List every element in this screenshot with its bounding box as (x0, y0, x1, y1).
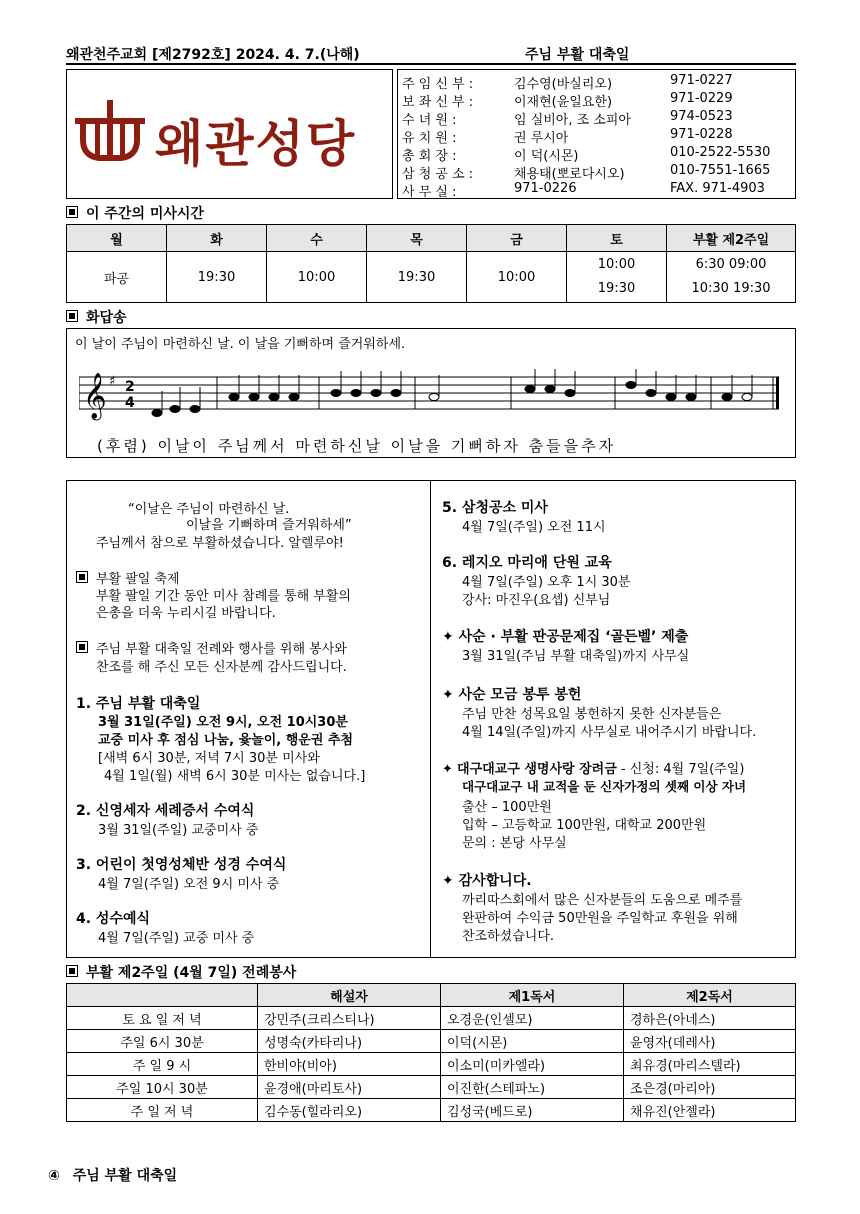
square-bullet-icon (66, 310, 78, 322)
mass-time: 19:30 (367, 252, 467, 303)
sharp-icon: ♯ (109, 374, 116, 389)
bulletin-feast: 주님 부활 대축일 (525, 47, 630, 63)
section-title: ✦ 대구대교구 생명사랑 장려금 - 신청: 4월 7일(주일) (442, 762, 745, 777)
square-bullet-icon (66, 206, 78, 218)
music-staff (79, 369, 785, 433)
notice-text: 입학 – 고등학교 100만원, 대학교 200만원 (462, 818, 707, 833)
mass-time-line: 10:00 (597, 257, 636, 272)
psalm-section-title: 화답송 (66, 307, 127, 327)
section-title: ✦ 사순 모금 봉투 봉헌 (442, 687, 582, 703)
table-row: 주일 6시 30분 성명숙(카타리나) 이덕(시몬) 윤영자(데레사) (67, 1030, 796, 1053)
psalm-lyrics: (후렴) 이날이 주님께서 마련하신날 이날을 기뻐하자 춤들을추자 (97, 437, 617, 455)
table-row: 주 일 9 시 한비야(비아) 이소미(미카엘라) 최유경(마리스텔라) (67, 1053, 796, 1076)
square-bullet-icon (66, 965, 78, 977)
notice-text: 완판하여 수익금 50만원을 주일학교 후원을 위해 (462, 911, 738, 926)
quote-line: 이날을 기뻐하며 즐거워하세” (186, 518, 352, 533)
notice-text: 찬조를 해 주신 모든 신자분께 감사드립니다. (96, 660, 347, 675)
mass-time (667, 252, 796, 303)
notice-text: 주님 부활 대축일 전례와 행사를 위해 봉사와 (76, 638, 347, 657)
notice-text: 까리따스회에서 많은 신자분들의 도움으로 메주를 (462, 893, 743, 908)
psalm-box (66, 328, 796, 458)
column-header: 해설자 (258, 984, 441, 1007)
bulletin-issue: 왜관천주교회 [제2792호] 2024. 4. 7.(나해) (66, 47, 360, 63)
notice-text: 4월 7일(주일) 오후 1시 30분 (462, 575, 631, 590)
liturgy-section-title: 부활 제2주일 (4월 7일) 전례봉사 (66, 962, 296, 982)
staff-row: 보 좌 신 부 : 이재현(윤일요한) 971-0229 (402, 91, 733, 110)
notice-text: [새벽 6시 30분, 저녁 7시 30분 미사와 (98, 751, 320, 766)
notice-text: 4월 1일(월) 새벽 6시 30분 미사는 없습니다.] (104, 769, 366, 784)
staff-info (397, 69, 796, 199)
time-sig-top: 2 (125, 379, 135, 395)
day-header: 월 (67, 225, 167, 252)
section-title: 4. 성수예식 (76, 911, 151, 927)
section-title: 3. 어린이 첫영성체반 성경 수여식 (76, 857, 287, 873)
staff-row: 총 회 장 : 이 덕(시몬) 010-2522-5530 (402, 145, 771, 164)
header-rule (66, 63, 796, 65)
square-bullet-icon (76, 641, 88, 653)
notice-text: 3월 31일(주님 부활 대축일)까지 사무실 (462, 649, 690, 664)
notice-text: 찬조하셨습니다. (462, 929, 555, 944)
time-sig-bottom: 4 (125, 395, 135, 411)
logo-box (66, 69, 393, 199)
day-header: 수 (267, 225, 367, 252)
section-title: ✦ 사순 · 부활 판공문제집 ‘골든벨’ 제출 (442, 629, 689, 645)
day-header: 금 (467, 225, 567, 252)
page-footer (48, 1165, 177, 1185)
section-title: 6. 레지오 마리애 단원 교육 (442, 555, 612, 571)
staff-row: 사 무 실 : 971-0226 FAX. 971-4903 (402, 181, 765, 200)
logo-text: 왜관성당 (155, 114, 357, 173)
column-divider (430, 480, 431, 958)
mass-schedule-table (66, 224, 796, 303)
diamond-star-icon: ✦ (442, 762, 458, 777)
table-row: 주 일 저 녁 김수동(힐라리오) 김성국(베드로) 채유진(안젤라) (67, 1099, 796, 1122)
footer-text: 주님 부활 대축일 (72, 1168, 178, 1184)
column-header: 제1독서 (441, 984, 624, 1007)
church-logo-icon (75, 100, 145, 170)
page-number: ④ (48, 1168, 60, 1184)
diamond-star-icon: ✦ (442, 629, 459, 645)
notice-text: 부활 팔일 기간 동안 미사 참례를 통해 부활의 (96, 589, 351, 604)
mass-section-title: 이 주간의 미사시간 (66, 203, 204, 223)
notice-text: 주님 만찬 성목요일 봉헌하지 못한 신자분들은 (462, 707, 722, 722)
treble-clef-icon: 𝄞 (83, 373, 107, 419)
notice-text: 출산 – 100만원 (462, 800, 552, 815)
column-header (67, 984, 258, 1007)
mass-time: 파공 (67, 252, 167, 303)
notice-text: 4월 7일(주일) 교중 미사 중 (98, 931, 255, 946)
mass-time-line: 10:30 19:30 (691, 281, 771, 296)
notice-text: 4월 7일(주일) 오전 9시 미사 중 (98, 877, 280, 892)
liturgy-table (66, 983, 796, 1122)
psalm-text: 이 날이 주님이 마련하신 날. 이 날을 기뻐하며 즐거워하세. (75, 337, 406, 352)
notice-text: 4월 7일(주일) 오전 11시 (462, 520, 606, 535)
mass-time (567, 252, 667, 303)
section-title: 5. 삼청공소 미사 (442, 500, 548, 516)
staff-row: 주 임 신 부 : 김수영(바실리오) 971-0227 (402, 73, 733, 92)
notice-text: 은총을 더욱 누리시길 바랍니다. (96, 606, 276, 621)
day-header: 화 (167, 225, 267, 252)
section-title: 2. 신영세자 세례증서 수여식 (76, 803, 255, 819)
notice-text: 강사: 마진우(요셉) 신부님 (462, 593, 611, 608)
day-header: 목 (367, 225, 467, 252)
day-header: 토 (567, 225, 667, 252)
notice-text: 문의 : 본당 사무실 (462, 836, 567, 851)
mass-time-line: 19:30 (597, 281, 636, 296)
quote-line: “이날은 주님이 마련하신 날. (128, 502, 290, 517)
quote-line: 주님께서 참으로 부활하셨습니다. 알렐루야! (96, 536, 344, 551)
diamond-star-icon: ✦ (442, 687, 459, 703)
mass-time: 19:30 (167, 252, 267, 303)
section-title: ✦ 감사합니다. (442, 873, 532, 889)
staff-row: 삼 청 공 소 : 채용태(뽀로다시오) 010-7551-1665 (402, 163, 771, 182)
staff-row: 유 치 원 : 권 루시아 971-0228 (402, 127, 733, 146)
notice-text: 3월 31일(주일) 오전 9시, 오전 10시30분 (98, 715, 348, 730)
table-row: 토 요 일 저 녁 강민주(크리스티나) 오경운(인셀모) 경하은(아네스) (67, 1007, 796, 1030)
mass-time: 10:00 (467, 252, 567, 303)
mass-time-line: 6:30 09:00 (695, 257, 767, 272)
day-header: 부활 제2주일 (667, 225, 796, 252)
diamond-star-icon: ✦ (442, 873, 459, 889)
section-title: 1. 주님 부활 대축일 (76, 696, 201, 712)
mass-time: 10:00 (267, 252, 367, 303)
notice-text: 교중 미사 후 점심 나눔, 윷놀이, 행운권 추첨 (98, 733, 354, 748)
notice-text: 4월 14일(주일)까지 사무실로 내어주시기 바랍니다. (462, 725, 757, 740)
square-bullet-icon (76, 571, 88, 583)
table-row: 주일 10시 30분 윤경애(마리토사) 이진한(스테파노) 조은경(마리아) (67, 1076, 796, 1099)
notice-title: 부활 팔일 축제 (76, 568, 180, 587)
column-header: 제2독서 (624, 984, 796, 1007)
staff-row: 수 녀 원 : 임 실비아, 조 소피아 974-0523 (402, 109, 733, 128)
notice-text: 3월 31일(주일) 교중미사 중 (98, 823, 259, 838)
notice-text: 대구대교구 내 교적을 둔 신자가정의 셋째 이상 자녀 (462, 779, 747, 794)
